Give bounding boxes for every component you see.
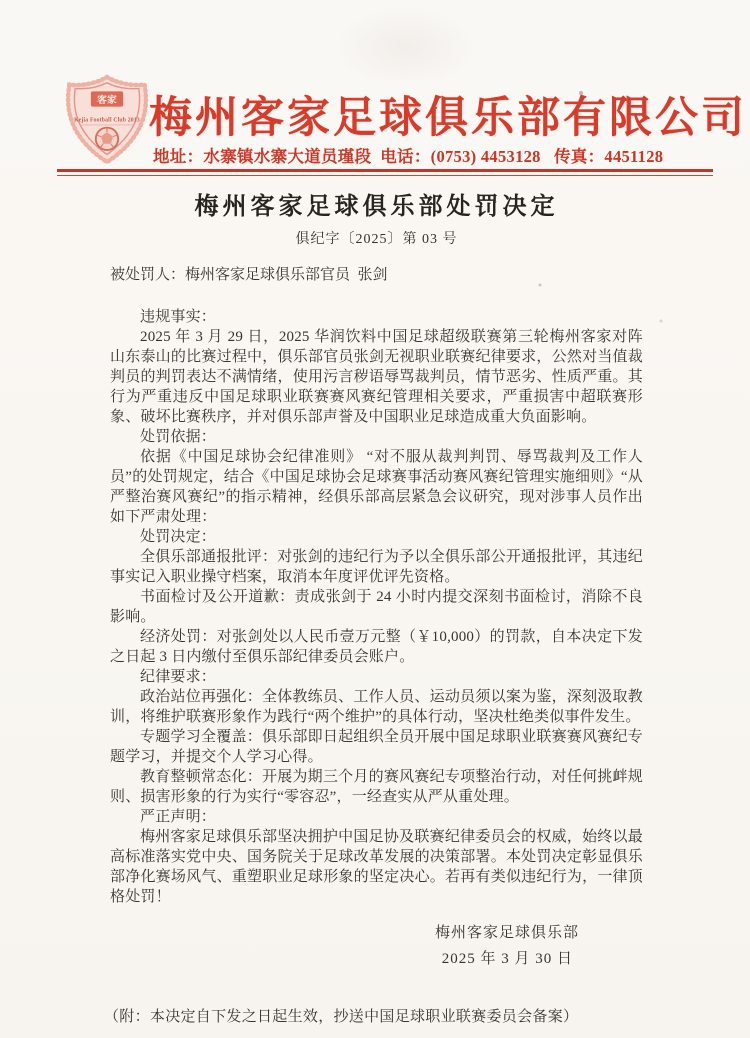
paragraph: 违规事实： [140, 309, 217, 325]
paragraph: 专题学习全覆盖：俱乐部即日起组织全员开展中国足球职业联赛赛风赛纪专题学习，并提交个人学习心得。 [110, 729, 643, 765]
document-number: 俱纪字〔2025〕第 03 号 [295, 232, 458, 247]
paragraph: 经济处罚：对张剑处以人民币壹万元整（￥10,000）的罚款，自本决定下发之日起 3 日内缴付至俱乐部纪律委员会账户。 [110, 629, 643, 665]
paragraph: 依据《中国足球协会纪律准则》 “对不服从裁判判罚、辱骂裁判及工作人员”的处罚规定，结合《中国足球协会足球赛事活动赛风赛纪管理实施细则》“从严整治赛风赛纪”的指示精神，经俱乐部高层紧急会议研究，现对涉事人员作出如下严肃处理： [110, 449, 643, 525]
letterhead-divider [57, 169, 713, 176]
document-title: 梅州客家足球俱乐部处罚决定 [194, 194, 559, 220]
football-icon [96, 128, 118, 150]
paragraph: 处罚决定： [140, 529, 217, 545]
paragraph: 严正声明： [140, 809, 217, 825]
footer-note: （附：本决定自下发之日起生效，抄送中国足球职业联赛委员会备案） [104, 1009, 579, 1025]
recipient-line: 被处罚人：梅州客家足球俱乐部官员 张剑 [110, 267, 388, 283]
paragraph: 2025 年 3 月 29 日，2025 华润饮料中国足球超级联赛第三轮梅州客家对阵山东泰山的比赛过程中，俱乐部官员张剑无视职业联赛纪律要求，公然对当值裁判员的判罚表达不满情绪，使用污言秽语辱骂裁判员，情节恶劣、性质严重。其行为严重违反中国足球职业联赛赛风赛纪管理相关要求，严重损害中超联赛形象、破坏比赛秩序，并对俱乐部声誉及中国职业足球造成重大负面影响。 [110, 329, 643, 425]
paragraph: 纪律要求： [140, 669, 217, 685]
company-name: 梅州客家足球俱乐部有限公司 [149, 95, 747, 142]
paragraph-list [110, 307, 643, 907]
paragraph: 政治站位再强化：全体教练员、工作人员、运动员须以案为鉴，深刻汲取教训，将维护联赛形象作为践行“两个维护”的具体行动，坚决杜绝类似事件发生。 [110, 689, 643, 725]
paragraph: 梅州客家足球俱乐部坚决拥护中国足协及联赛纪律委员会的权威，始终以最高标准落实党中央、国务院关于足球改革发展的决策部署。本处罚决定彰显俱乐部净化赛场风气、重塑职业足球形象的坚定决心。若再有类似违纪行为，一律顶格处罚！ [110, 829, 643, 905]
signature-organization: 梅州客家足球俱乐部 [434, 925, 579, 941]
paragraph: 全俱乐部通报批评：对张剑的违纪行为予以全俱乐部公开通报批评，其违纪事实记入职业操守档案，取消本年度评优评先资格。 [110, 549, 643, 585]
scan-smudge [335, 6, 475, 80]
paragraph: 处罚依据： [140, 429, 217, 445]
document-body [104, 186, 643, 1026]
club-crest-logo [64, 74, 150, 166]
crest-ring-text: Kejia Football Club 2013 [74, 117, 140, 124]
contact-line: 地址：水寨镇水寨大道员瑾段 电话：(0753) 4453128 传真：4451128 [153, 147, 664, 166]
signature-block [110, 920, 643, 972]
crest-banner-text: 客家 [97, 94, 117, 106]
paragraph: 书面检讨及公开道歉：责成张剑于 24 小时内提交深刻书面检讨，消除不良影响。 [110, 589, 643, 625]
club-crest-icon [64, 74, 150, 166]
paragraph: 教育整顿常态化：开展为期三个月的赛风赛纪专项整治行动，对任何挑衅规则、损害形象的行为实行“零容忍”，一经查实从严从重处理。 [110, 769, 643, 805]
scan-specks [0, 0, 2, 2]
signature-date: 2025 年 3 月 30 日 [441, 951, 573, 967]
